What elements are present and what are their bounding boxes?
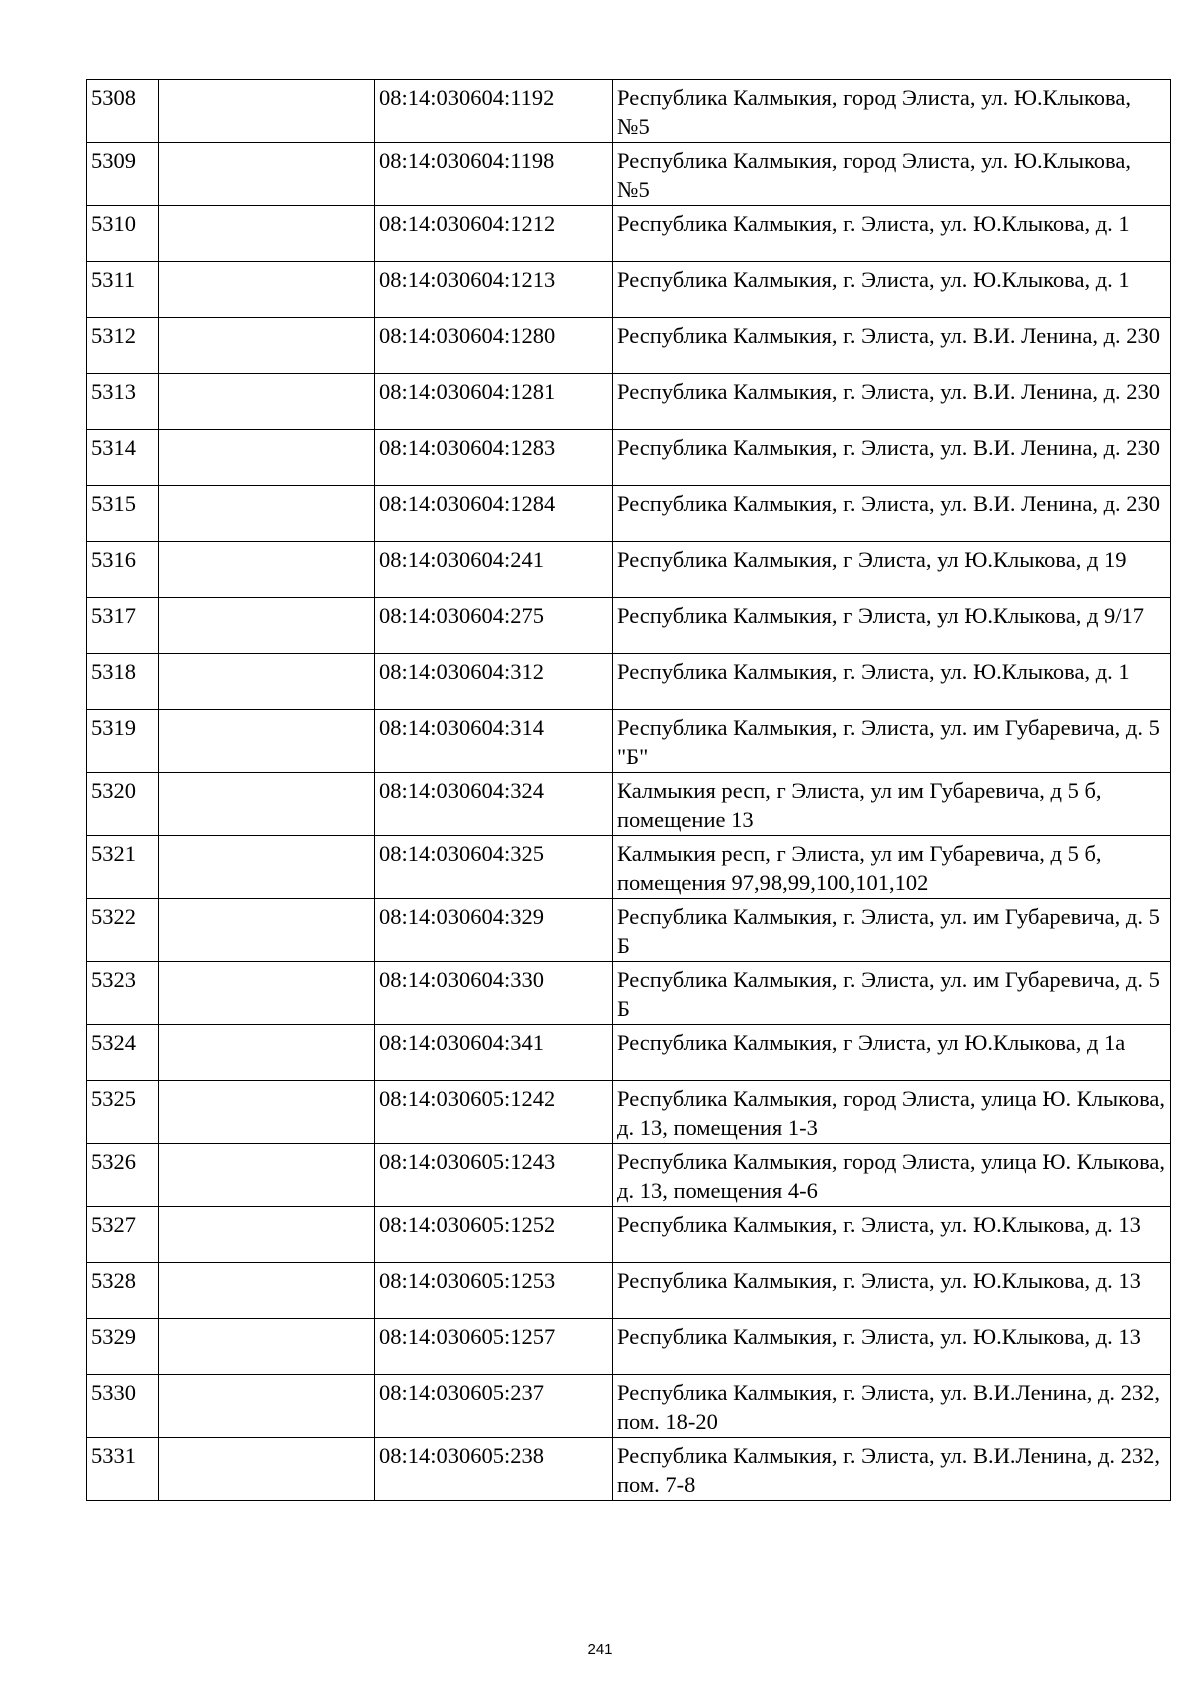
cadastral-number-cell: 08:14:030605:1242 bbox=[375, 1081, 613, 1144]
address-cell: Республика Калмыкия, г. Элиста, ул. В.И.Ленина, д. 232, пом. 7-8 bbox=[613, 1438, 1171, 1501]
table-row bbox=[87, 1375, 1171, 1438]
cadastral-number-cell: 08:14:030605:1243 bbox=[375, 1144, 613, 1207]
row-number-cell: 5330 bbox=[87, 1375, 159, 1438]
cadastral-number-cell: 08:14:030604:312 bbox=[375, 654, 613, 710]
table-row bbox=[87, 262, 1171, 318]
row-number-cell: 5312 bbox=[87, 318, 159, 374]
cadastral-number-cell: 08:14:030604:1284 bbox=[375, 486, 613, 542]
cadastral-number-cell: 08:14:030604:1212 bbox=[375, 206, 613, 262]
table-row bbox=[87, 430, 1171, 486]
address-cell: Калмыкия респ, г Элиста, ул им Губаревича, д 5 б, помещения 97,98,99,100,101,102 bbox=[613, 836, 1171, 899]
address-cell: Республика Калмыкия, г. Элиста, ул. В.И. Ленина, д. 230 bbox=[613, 374, 1171, 430]
table-row bbox=[87, 206, 1171, 262]
row-number-cell: 5315 bbox=[87, 486, 159, 542]
table-row bbox=[87, 1319, 1171, 1375]
address-cell: Калмыкия респ, г Элиста, ул им Губаревича, д 5 б, помещение 13 bbox=[613, 773, 1171, 836]
row-number-cell: 5311 bbox=[87, 262, 159, 318]
row-number-cell: 5329 bbox=[87, 1319, 159, 1375]
table-row bbox=[87, 1263, 1171, 1319]
table-row bbox=[87, 1081, 1171, 1144]
table-row bbox=[87, 710, 1171, 773]
address-cell: Республика Калмыкия, город Элиста, ул. Ю.Клыкова, №5 bbox=[613, 143, 1171, 206]
address-cell: Республика Калмыкия, г Элиста, ул Ю.Клыкова, д 1а bbox=[613, 1025, 1171, 1081]
object-name-cell bbox=[159, 836, 375, 899]
object-name-cell bbox=[159, 1207, 375, 1263]
row-number-cell: 5321 bbox=[87, 836, 159, 899]
row-number-cell: 5323 bbox=[87, 962, 159, 1025]
address-cell: Республика Калмыкия, город Элиста, ул. Ю.Клыкова, №5 bbox=[613, 80, 1171, 143]
cadastral-number-cell: 08:14:030604:275 bbox=[375, 598, 613, 654]
cadastral-number-cell: 08:14:030604:241 bbox=[375, 542, 613, 598]
cadastral-number-cell: 08:14:030604:1192 bbox=[375, 80, 613, 143]
address-cell: Республика Калмыкия, г. Элиста, ул. В.И. Ленина, д. 230 bbox=[613, 430, 1171, 486]
cadastral-number-cell: 08:14:030604:330 bbox=[375, 962, 613, 1025]
address-cell: Республика Калмыкия, г. Элиста, ул. им Губаревича, д. 5 Б bbox=[613, 899, 1171, 962]
object-name-cell bbox=[159, 773, 375, 836]
row-number-cell: 5314 bbox=[87, 430, 159, 486]
object-name-cell bbox=[159, 598, 375, 654]
row-number-cell: 5316 bbox=[87, 542, 159, 598]
object-name-cell bbox=[159, 1081, 375, 1144]
object-name-cell bbox=[159, 374, 375, 430]
object-name-cell bbox=[159, 262, 375, 318]
object-name-cell bbox=[159, 962, 375, 1025]
table-row bbox=[87, 1207, 1171, 1263]
table-row bbox=[87, 899, 1171, 962]
object-name-cell bbox=[159, 143, 375, 206]
row-number-cell: 5308 bbox=[87, 80, 159, 143]
object-name-cell bbox=[159, 899, 375, 962]
table-row bbox=[87, 143, 1171, 206]
address-cell: Республика Калмыкия, г Элиста, ул Ю.Клыкова, д 9/17 bbox=[613, 598, 1171, 654]
address-cell: Республика Калмыкия, г. Элиста, ул. им Губаревича, д. 5 Б bbox=[613, 962, 1171, 1025]
row-number-cell: 5325 bbox=[87, 1081, 159, 1144]
row-number-cell: 5313 bbox=[87, 374, 159, 430]
object-name-cell bbox=[159, 654, 375, 710]
cadastral-number-cell: 08:14:030604:1281 bbox=[375, 374, 613, 430]
table-row bbox=[87, 374, 1171, 430]
cadastral-number-cell: 08:14:030604:325 bbox=[375, 836, 613, 899]
cadastral-number-cell: 08:14:030604:314 bbox=[375, 710, 613, 773]
row-number-cell: 5322 bbox=[87, 899, 159, 962]
row-number-cell: 5331 bbox=[87, 1438, 159, 1501]
row-number-cell: 5310 bbox=[87, 206, 159, 262]
row-number-cell: 5309 bbox=[87, 143, 159, 206]
row-number-cell: 5320 bbox=[87, 773, 159, 836]
row-number-cell: 5328 bbox=[87, 1263, 159, 1319]
cadastral-number-cell: 08:14:030605:1257 bbox=[375, 1319, 613, 1375]
table-row bbox=[87, 318, 1171, 374]
address-cell: Республика Калмыкия, г. Элиста, ул. Ю.Клыкова, д. 13 bbox=[613, 1319, 1171, 1375]
table-row bbox=[87, 836, 1171, 899]
table-row bbox=[87, 542, 1171, 598]
object-name-cell bbox=[159, 1319, 375, 1375]
property-table-body bbox=[87, 80, 1171, 1501]
cadastral-number-cell: 08:14:030604:1213 bbox=[375, 262, 613, 318]
object-name-cell bbox=[159, 486, 375, 542]
address-cell: Республика Калмыкия, г. Элиста, ул. Ю.Клыкова, д. 1 bbox=[613, 654, 1171, 710]
cadastral-number-cell: 08:14:030604:1198 bbox=[375, 143, 613, 206]
table-row bbox=[87, 486, 1171, 542]
table-row bbox=[87, 773, 1171, 836]
table-row bbox=[87, 1438, 1171, 1501]
cadastral-number-cell: 08:14:030604:324 bbox=[375, 773, 613, 836]
row-number-cell: 5327 bbox=[87, 1207, 159, 1263]
object-name-cell bbox=[159, 206, 375, 262]
cadastral-number-cell: 08:14:030604:1280 bbox=[375, 318, 613, 374]
table-row bbox=[87, 654, 1171, 710]
object-name-cell bbox=[159, 1375, 375, 1438]
object-name-cell bbox=[159, 80, 375, 143]
object-name-cell bbox=[159, 1144, 375, 1207]
cadastral-number-cell: 08:14:030604:329 bbox=[375, 899, 613, 962]
property-table bbox=[86, 79, 1171, 1501]
address-cell: Республика Калмыкия, г Элиста, ул Ю.Клыкова, д 19 bbox=[613, 542, 1171, 598]
table-row bbox=[87, 1025, 1171, 1081]
address-cell: Республика Калмыкия, г. Элиста, ул. им Губаревича, д. 5 "Б" bbox=[613, 710, 1171, 773]
row-number-cell: 5326 bbox=[87, 1144, 159, 1207]
cadastral-number-cell: 08:14:030604:1283 bbox=[375, 430, 613, 486]
address-cell: Республика Калмыкия, г. Элиста, ул. Ю.Клыкова, д. 13 bbox=[613, 1207, 1171, 1263]
object-name-cell bbox=[159, 710, 375, 773]
row-number-cell: 5317 bbox=[87, 598, 159, 654]
cadastral-number-cell: 08:14:030605:1253 bbox=[375, 1263, 613, 1319]
cadastral-number-cell: 08:14:030604:341 bbox=[375, 1025, 613, 1081]
row-number-cell: 5324 bbox=[87, 1025, 159, 1081]
object-name-cell bbox=[159, 430, 375, 486]
address-cell: Республика Калмыкия, г. Элиста, ул. Ю.Клыкова, д. 13 bbox=[613, 1263, 1171, 1319]
table-row bbox=[87, 80, 1171, 143]
address-cell: Республика Калмыкия, г. Элиста, ул. Ю.Клыкова, д. 1 bbox=[613, 262, 1171, 318]
row-number-cell: 5318 bbox=[87, 654, 159, 710]
address-cell: Республика Калмыкия, г. Элиста, ул. Ю.Клыкова, д. 1 bbox=[613, 206, 1171, 262]
table-row bbox=[87, 1144, 1171, 1207]
table-row bbox=[87, 962, 1171, 1025]
object-name-cell bbox=[159, 542, 375, 598]
object-name-cell bbox=[159, 318, 375, 374]
table-row bbox=[87, 598, 1171, 654]
cadastral-number-cell: 08:14:030605:1252 bbox=[375, 1207, 613, 1263]
object-name-cell bbox=[159, 1263, 375, 1319]
address-cell: Республика Калмыкия, г. Элиста, ул. В.И.Ленина, д. 232, пом. 18-20 bbox=[613, 1375, 1171, 1438]
address-cell: Республика Калмыкия, город Элиста, улица Ю. Клыкова, д. 13, помещения 1-3 bbox=[613, 1081, 1171, 1144]
address-cell: Республика Калмыкия, г. Элиста, ул. В.И. Ленина, д. 230 bbox=[613, 318, 1171, 374]
address-cell: Республика Калмыкия, г. Элиста, ул. В.И. Ленина, д. 230 bbox=[613, 486, 1171, 542]
object-name-cell bbox=[159, 1025, 375, 1081]
page-number: 241 bbox=[587, 1641, 613, 1658]
row-number-cell: 5319 bbox=[87, 710, 159, 773]
cadastral-number-cell: 08:14:030605:238 bbox=[375, 1438, 613, 1501]
cadastral-number-cell: 08:14:030605:237 bbox=[375, 1375, 613, 1438]
address-cell: Республика Калмыкия, город Элиста, улица Ю. Клыкова, д. 13, помещения 4-6 bbox=[613, 1144, 1171, 1207]
object-name-cell bbox=[159, 1438, 375, 1501]
